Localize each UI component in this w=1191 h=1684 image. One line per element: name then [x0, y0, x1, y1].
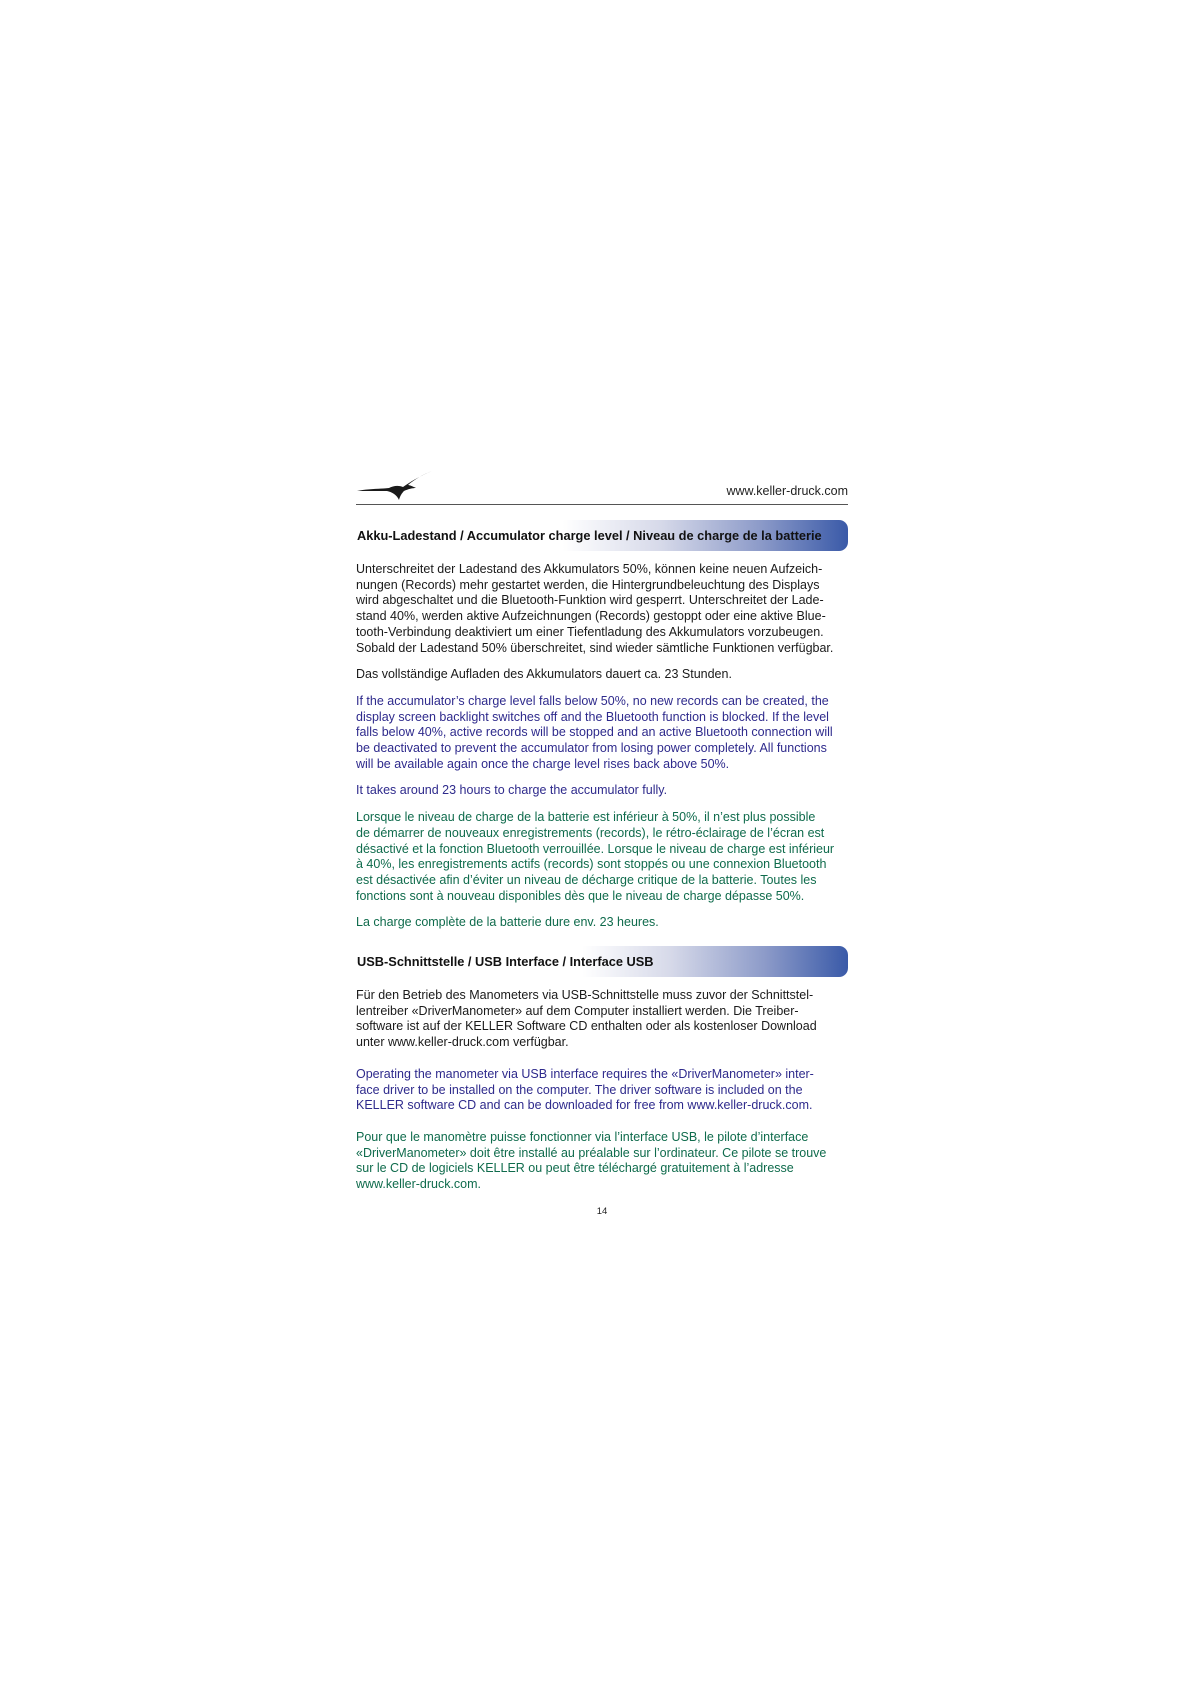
page-number: 14: [596, 1205, 608, 1217]
text-line: display screen backlight switches off and the Bluetooth function is blocked. If the level: [356, 709, 829, 724]
site-url: www.keller-druck.com: [726, 484, 848, 498]
text-line: Sobald der Ladestand 50% überschreitet, sind wieder sämtliche Funktionen verfügbar.: [356, 640, 834, 655]
text-line: lentreiber «DriverManometer» auf dem Computer installiert werden. Die Treiber-: [356, 1003, 799, 1018]
paragraph-en: [356, 783, 848, 799]
text-line: tooth-Verbindung deaktiviert um einer Tiefentladung des Akkumulators vorzubeugen.: [356, 624, 824, 639]
text-line: fonctions sont à nouveau disponibles dès que le niveau de charge dépasse 50%.: [356, 888, 805, 903]
text-line: de démarrer de nouveaux enregistrements (records), le rétro-éclairage de l’écran est: [356, 825, 825, 840]
page-header: [356, 466, 848, 505]
paragraph-fr: [356, 915, 848, 931]
paragraph-fr: [356, 1130, 848, 1193]
text-line: falls below 40%, active records will be stopped and an active Bluetooth connection will: [356, 725, 833, 740]
text-line: sur le CD de logiciels KELLER ou peut être téléchargé gratuitement à l’adresse: [356, 1161, 794, 1176]
text-line: software ist auf der KELLER Software CD enthalten oder als kostenloser Download: [356, 1019, 817, 1034]
paragraph-en: [356, 694, 848, 773]
text-line: KELLER software CD and can be downloaded for free from www.keller-druck.com.: [356, 1098, 813, 1113]
text-line: nungen (Records) mehr gestartet werden, die Hintergrundbeleuchtung des Displays: [356, 577, 820, 592]
paragraph-de: [356, 562, 848, 656]
section-header-usb-interface: [356, 946, 848, 977]
text-line: face driver to be installed on the computer. The driver software is included on the: [356, 1082, 803, 1097]
text-line: unter www.keller-druck.com verfügbar.: [356, 1035, 569, 1050]
text-line: Lorsque le niveau de charge de la batterie est inférieur à 50%, il n’est plus possible: [356, 810, 816, 825]
section-header-charge-level: [356, 520, 848, 551]
text-line: www.keller-druck.com.: [356, 1177, 482, 1192]
paragraph-en: [356, 1067, 848, 1114]
paragraph-fr: [356, 810, 848, 904]
text-line: Operating the manometer via USB interface requires the «DriverManometer» inter-: [356, 1066, 814, 1081]
text-line: wird abgeschaltet und die Bluetooth-Funktion wird gesperrt. Unterschreitet der Lade-: [356, 593, 824, 608]
section-title: USB-Schnittstelle / USB Interface / Interface USB: [357, 954, 654, 970]
text-line: It takes around 23 hours to charge the accumulator fully.: [356, 783, 668, 798]
seagull-logo-icon: [356, 470, 434, 502]
text-line: désactivé et la fonction Bluetooth verrouillée. Lorsque le niveau de charge est inférieur: [356, 841, 835, 856]
section-title: Akku-Ladestand / Accumulator charge level / Niveau de charge de la batterie: [357, 528, 822, 543]
text-line: est désactivée afin d’éviter un niveau de décharge critique de la batterie. Toutes les: [356, 872, 817, 887]
text-line: Pour que le manomètre puisse fonctionner via l’interface USB, le pilote d’interface: [356, 1129, 809, 1144]
text-line: «DriverManometer» doit être installé au préalable sur l’ordinateur. Ce pilote se trouve: [356, 1145, 827, 1160]
text-line: If the accumulator’s charge level falls below 50%, no new records can be created, the: [356, 693, 829, 708]
text-line: à 40%, les enregistrements actifs (records) sont stoppés ou une connexion Bluetooth: [356, 857, 827, 872]
text-line: stand 40%, werden aktive Aufzeichnungen (Records) gestoppt oder eine aktive Blue-: [356, 609, 826, 624]
text-line: will be available again once the charge level rises back above 50%.: [356, 756, 730, 771]
text-line: Unterschreitet der Ladestand des Akkumulators 50%, können keine neuen Aufzeich-: [356, 562, 823, 576]
paragraph-de: [356, 667, 848, 683]
text-line: Das vollständige Aufladen des Akkumulators dauert ca. 23 Stunden.: [356, 667, 732, 682]
text-line: La charge complète de la batterie dure env. 23 heures.: [356, 915, 659, 930]
document-page: [356, 466, 848, 1217]
text-line: be deactivated to prevent the accumulator from losing power completely. All functions: [356, 741, 827, 756]
paragraph-de: [356, 988, 848, 1051]
text-line: Für den Betrieb des Manometers via USB-Schnittstelle muss zuvor der Schnittstel-: [356, 988, 814, 1003]
